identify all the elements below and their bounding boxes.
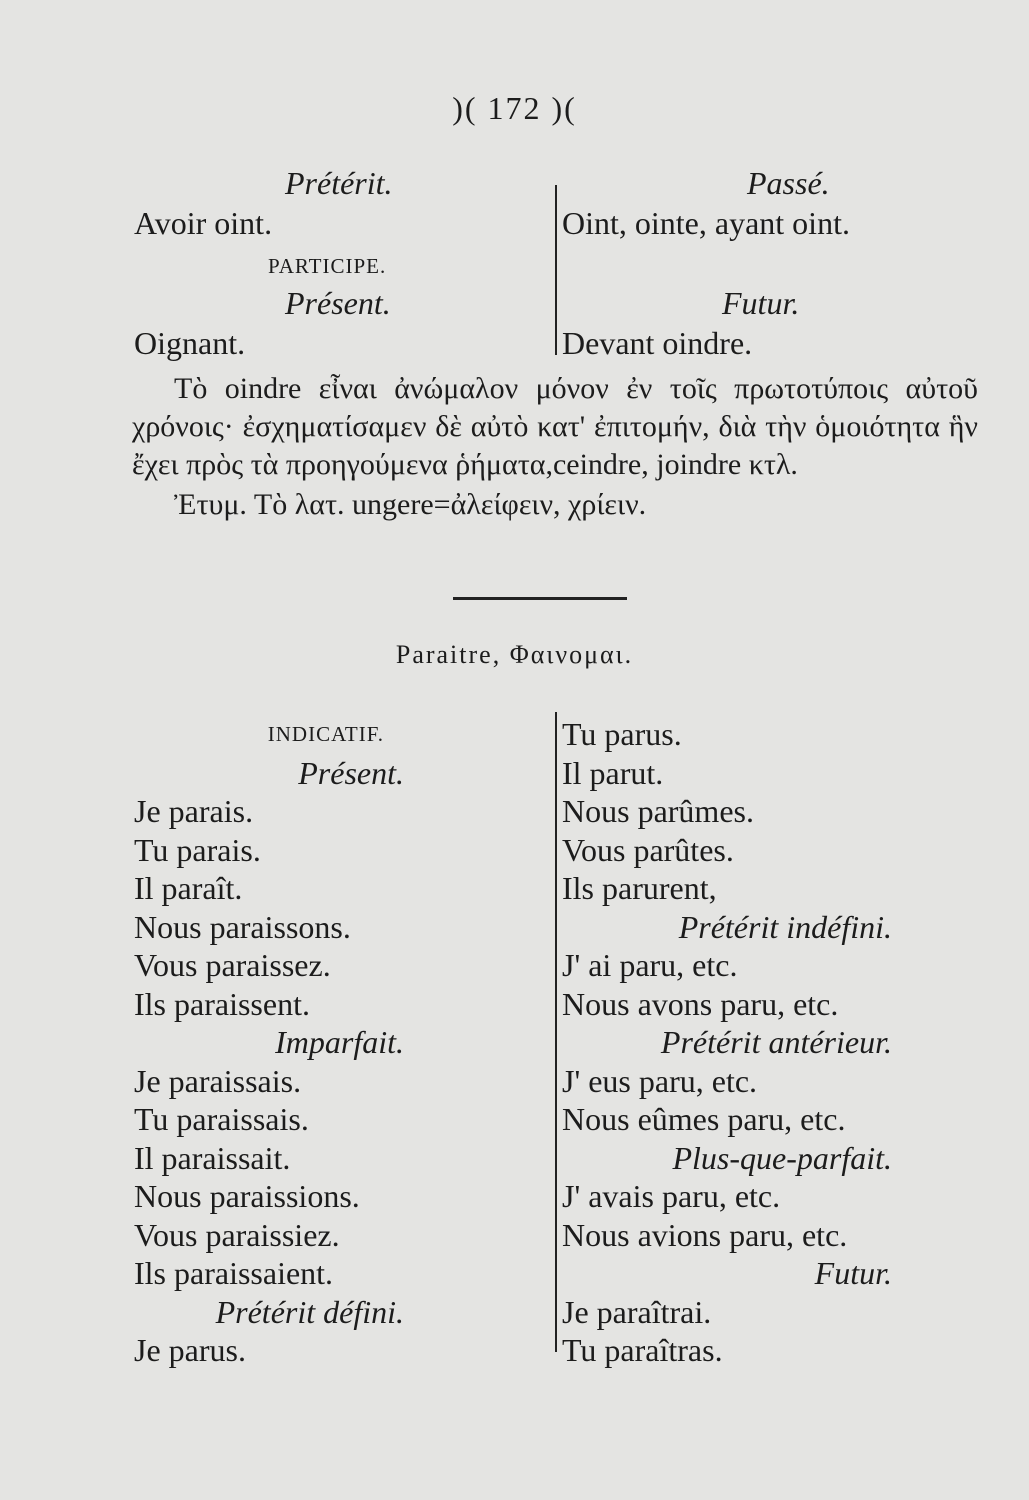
conjugation-left-line: Imparfait. bbox=[275, 1024, 404, 1060]
conjugation-right-line: Futur. bbox=[814, 1255, 892, 1291]
conjugation-right-line: J' ai paru, etc. bbox=[562, 947, 738, 983]
conjugation-right-line: Ils parurent, bbox=[562, 870, 717, 906]
conjugation-right-line: J' eus paru, etc. bbox=[562, 1062, 758, 1099]
conjugation-left-line: Il paraît. bbox=[134, 870, 243, 906]
conjugation-right-line: Plus-que-parfait. bbox=[672, 1139, 892, 1176]
conjugation-right-line: Prétérit indéfini. bbox=[678, 908, 892, 945]
page-number: )( 172 )( bbox=[452, 90, 577, 126]
note-block bbox=[132, 370, 978, 524]
conjugation-right-line: Vous parûtes. bbox=[562, 831, 734, 868]
present-heading: Présent. bbox=[285, 285, 391, 321]
conjugation-left-line: Ils paraissaient. bbox=[134, 1255, 334, 1291]
conjugation-left-line: Je parus. bbox=[134, 1332, 246, 1368]
futur-form: Devant oindre. bbox=[562, 325, 753, 361]
conjugation-left-line: Ils paraissent. bbox=[134, 985, 310, 1022]
etymology-line: Ἐτυμ. Τὸ λατ. ungere=ἀλείφειν, χρίειν. bbox=[174, 488, 647, 521]
note-paragraph: Τὸ oindre εἶναι ἀνώμαλον μόνον ἐν τοῖς πρωτοτύποις αὐτοῦ χρόνοις· ἐσχηματίσαμεν δὲ αὐτὸ κατ' ἐπιτομήν, διὰ τὴν ὁμοιότητα ἣν ἔχει πρὸς τὰ προηγούμενα ῥήματα,ceindre, joindre κτλ. bbox=[132, 372, 978, 481]
conjugation-left-line: Tu parais. bbox=[134, 831, 261, 868]
conjugation-left-line: Je parais. bbox=[134, 793, 254, 829]
column-divider-top bbox=[555, 185, 557, 355]
preterit-heading: Prétérit. bbox=[285, 165, 393, 201]
conjugation-right-line: Nous eûmes paru, etc. bbox=[562, 1101, 846, 1137]
conjugation-left-line: Tu paraissais. bbox=[134, 1101, 309, 1137]
preterit-form: Avoir oint. bbox=[134, 205, 273, 241]
conjugation-left-line: INDICATIF. bbox=[267, 722, 384, 746]
conjugation-right-line: Nous parûmes. bbox=[562, 793, 754, 829]
conjugation-right-line: Il parut. bbox=[562, 754, 664, 791]
conjugation-right-line: Prétérit antérieur. bbox=[660, 1024, 892, 1060]
conjugation-left-line: Il paraissait. bbox=[134, 1139, 291, 1176]
present-form: Oignant. bbox=[134, 325, 246, 361]
conjugation-left-line: Nous paraissons. bbox=[134, 908, 351, 945]
conjugation-left-line: Je paraissais. bbox=[134, 1062, 302, 1099]
section-separator bbox=[453, 597, 627, 600]
column-divider-bottom bbox=[555, 712, 557, 1352]
conjugation-left-line: Vous paraissiez. bbox=[134, 1216, 340, 1253]
conjugation-right-line: Nous avons paru, etc. bbox=[562, 985, 839, 1022]
section-title: Paraitre, Φαινομαι. bbox=[395, 640, 634, 669]
participe-heading: PARTICIPE. bbox=[268, 254, 387, 278]
conjugation-left-line: Présent. bbox=[298, 754, 404, 791]
conjugation-right-line: Tu paraîtras. bbox=[562, 1332, 723, 1368]
conjugation-left-line: Prétérit défini. bbox=[215, 1293, 404, 1330]
futur-heading: Futur. bbox=[722, 285, 800, 321]
passe-form: Oint, ointe, ayant oint. bbox=[562, 205, 850, 241]
passe-heading: Passé. bbox=[747, 165, 830, 201]
conjugation-right-line: Je paraîtrai. bbox=[562, 1293, 712, 1330]
conjugation-right-line: J' avais paru, etc. bbox=[562, 1178, 781, 1214]
conjugation-right-line: Nous avions paru, etc. bbox=[562, 1216, 848, 1253]
conjugation-left-line: Vous paraissez. bbox=[134, 947, 331, 983]
conjugation-right-line: Tu parus. bbox=[562, 716, 682, 752]
conjugation-left-line: Nous paraissions. bbox=[134, 1178, 360, 1214]
